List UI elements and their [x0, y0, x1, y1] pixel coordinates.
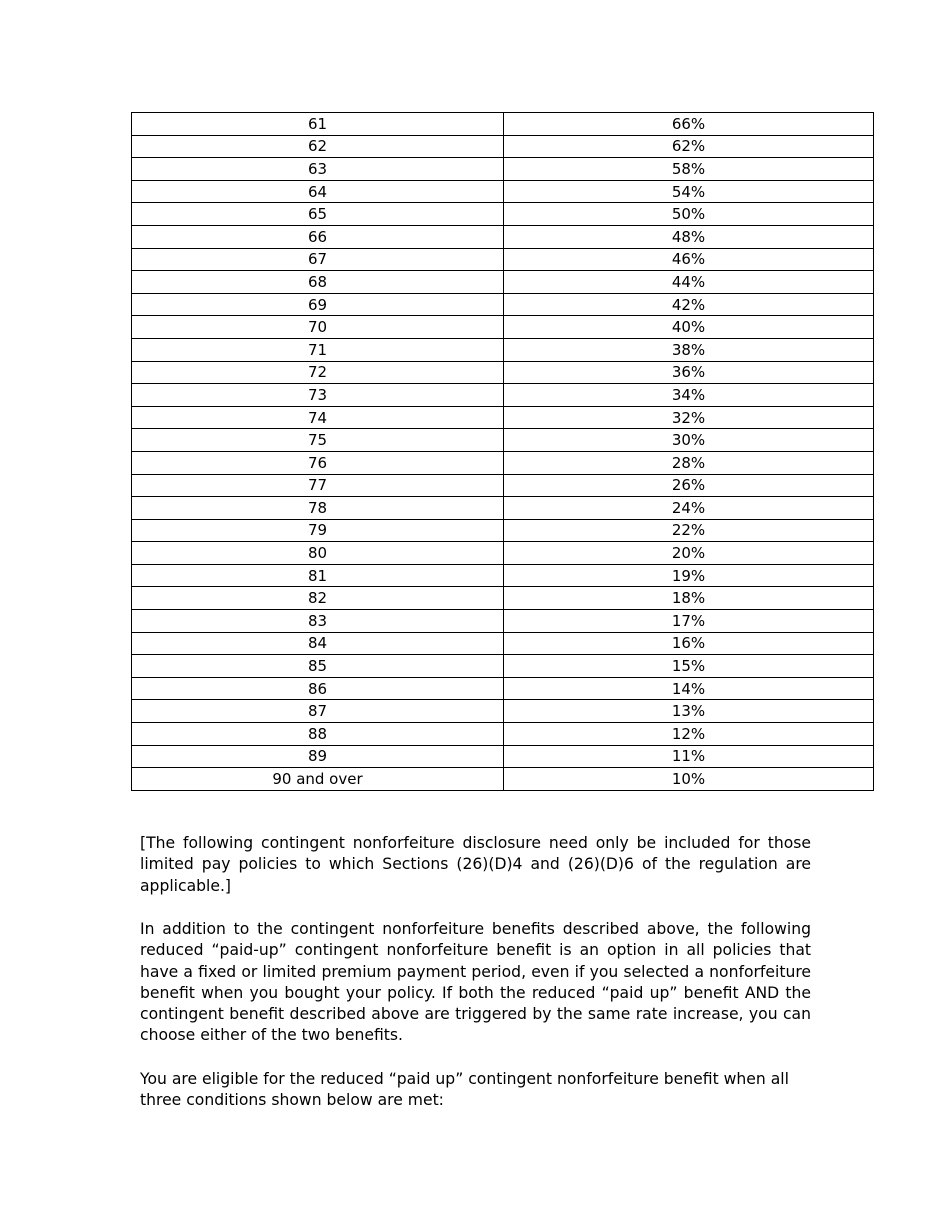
age-cell: 83 [132, 610, 504, 633]
table-row [132, 745, 874, 768]
table-row [132, 519, 874, 542]
percentage-cell: 42% [504, 293, 874, 316]
age-cell: 74 [132, 406, 504, 429]
table-row [132, 316, 874, 339]
age-cell: 64 [132, 180, 504, 203]
table-row [132, 180, 874, 203]
percentage-cell: 13% [504, 700, 874, 723]
table-row [132, 542, 874, 565]
age-cell: 72 [132, 361, 504, 384]
eligibility-paragraph: You are eligible for the reduced “paid up” contingent nonforfeiture benefit when all three conditions shown below are met: [140, 1070, 789, 1110]
percentage-cell: 19% [504, 564, 874, 587]
age-cell: 86 [132, 677, 504, 700]
table-row [132, 271, 874, 294]
table-row [132, 248, 874, 271]
age-cell: 79 [132, 519, 504, 542]
percentage-cell: 16% [504, 632, 874, 655]
table-row [132, 610, 874, 633]
percentage-cell: 66% [504, 113, 874, 136]
table-row [132, 768, 874, 791]
age-cell: 65 [132, 203, 504, 226]
percentage-cell: 54% [504, 180, 874, 203]
limited-pay-note-paragraph: [The following contingent nonforfeiture disclosure need only be included for those limited pay policies to which Sections (26)(D)4 and (26)(D)6 of the regulation are applicable.] [140, 834, 811, 895]
percentage-cell: 26% [504, 474, 874, 497]
table-row [132, 113, 874, 136]
percentage-cell: 24% [504, 497, 874, 520]
percentage-cell: 40% [504, 316, 874, 339]
percentage-cell: 20% [504, 542, 874, 565]
age-cell: 80 [132, 542, 504, 565]
age-cell: 73 [132, 384, 504, 407]
table-body [132, 113, 874, 791]
age-cell: 76 [132, 451, 504, 474]
age-cell: 90 and over [132, 768, 504, 791]
table-row [132, 655, 874, 678]
age-cell: 67 [132, 248, 504, 271]
percentage-cell: 50% [504, 203, 874, 226]
percentage-cell: 44% [504, 271, 874, 294]
age-cell: 84 [132, 632, 504, 655]
percentage-cell: 32% [504, 406, 874, 429]
age-cell: 75 [132, 429, 504, 452]
age-cell: 61 [132, 113, 504, 136]
table-row [132, 564, 874, 587]
table-row [132, 384, 874, 407]
table-row [132, 293, 874, 316]
percentage-cell: 62% [504, 135, 874, 158]
additional-benefit-paragraph: In addition to the contingent nonforfeiture benefits described above, the following reduced “paid-up” contingent nonforfeiture benefit is an option in all policies that have a fixed or limited premium payment period, even if you selected a nonforfeiture benefit when you bought your policy. If both the reduced “paid up” benefit AND the contingent benefit described above are triggered by the same rate increase, you can choose either of the two benefits. [140, 920, 811, 1045]
percentage-cell: 18% [504, 587, 874, 610]
age-cell: 87 [132, 700, 504, 723]
percentage-cell: 14% [504, 677, 874, 700]
table-row [132, 225, 874, 248]
age-cell: 66 [132, 225, 504, 248]
percentage-cell: 34% [504, 384, 874, 407]
table-row [132, 338, 874, 361]
table-row [132, 632, 874, 655]
percentage-cell: 10% [504, 768, 874, 791]
percentage-cell: 28% [504, 451, 874, 474]
age-cell: 69 [132, 293, 504, 316]
table-row [132, 474, 874, 497]
age-cell: 71 [132, 338, 504, 361]
age-cell: 81 [132, 564, 504, 587]
table-row [132, 158, 874, 181]
table-row [132, 497, 874, 520]
age-cell: 70 [132, 316, 504, 339]
percentage-cell: 30% [504, 429, 874, 452]
table-row [132, 361, 874, 384]
age-cell: 62 [132, 135, 504, 158]
percentage-cell: 22% [504, 519, 874, 542]
age-percentage-table [131, 112, 874, 791]
age-cell: 77 [132, 474, 504, 497]
age-cell: 63 [132, 158, 504, 181]
table-row [132, 723, 874, 746]
age-cell: 88 [132, 723, 504, 746]
percentage-cell: 15% [504, 655, 874, 678]
percentage-cell: 11% [504, 745, 874, 768]
age-cell: 68 [132, 271, 504, 294]
table-row [132, 203, 874, 226]
percentage-cell: 17% [504, 610, 874, 633]
age-cell: 78 [132, 497, 504, 520]
table-row [132, 587, 874, 610]
table-row [132, 700, 874, 723]
percentage-cell: 46% [504, 248, 874, 271]
percentage-cell: 36% [504, 361, 874, 384]
percentage-cell: 58% [504, 158, 874, 181]
percentage-cell: 48% [504, 225, 874, 248]
table-row [132, 406, 874, 429]
age-cell: 89 [132, 745, 504, 768]
percentage-cell: 38% [504, 338, 874, 361]
table-row [132, 429, 874, 452]
age-cell: 85 [132, 655, 504, 678]
percentage-cell: 12% [504, 723, 874, 746]
age-cell: 82 [132, 587, 504, 610]
table-row [132, 451, 874, 474]
table-row [132, 135, 874, 158]
table-row [132, 677, 874, 700]
